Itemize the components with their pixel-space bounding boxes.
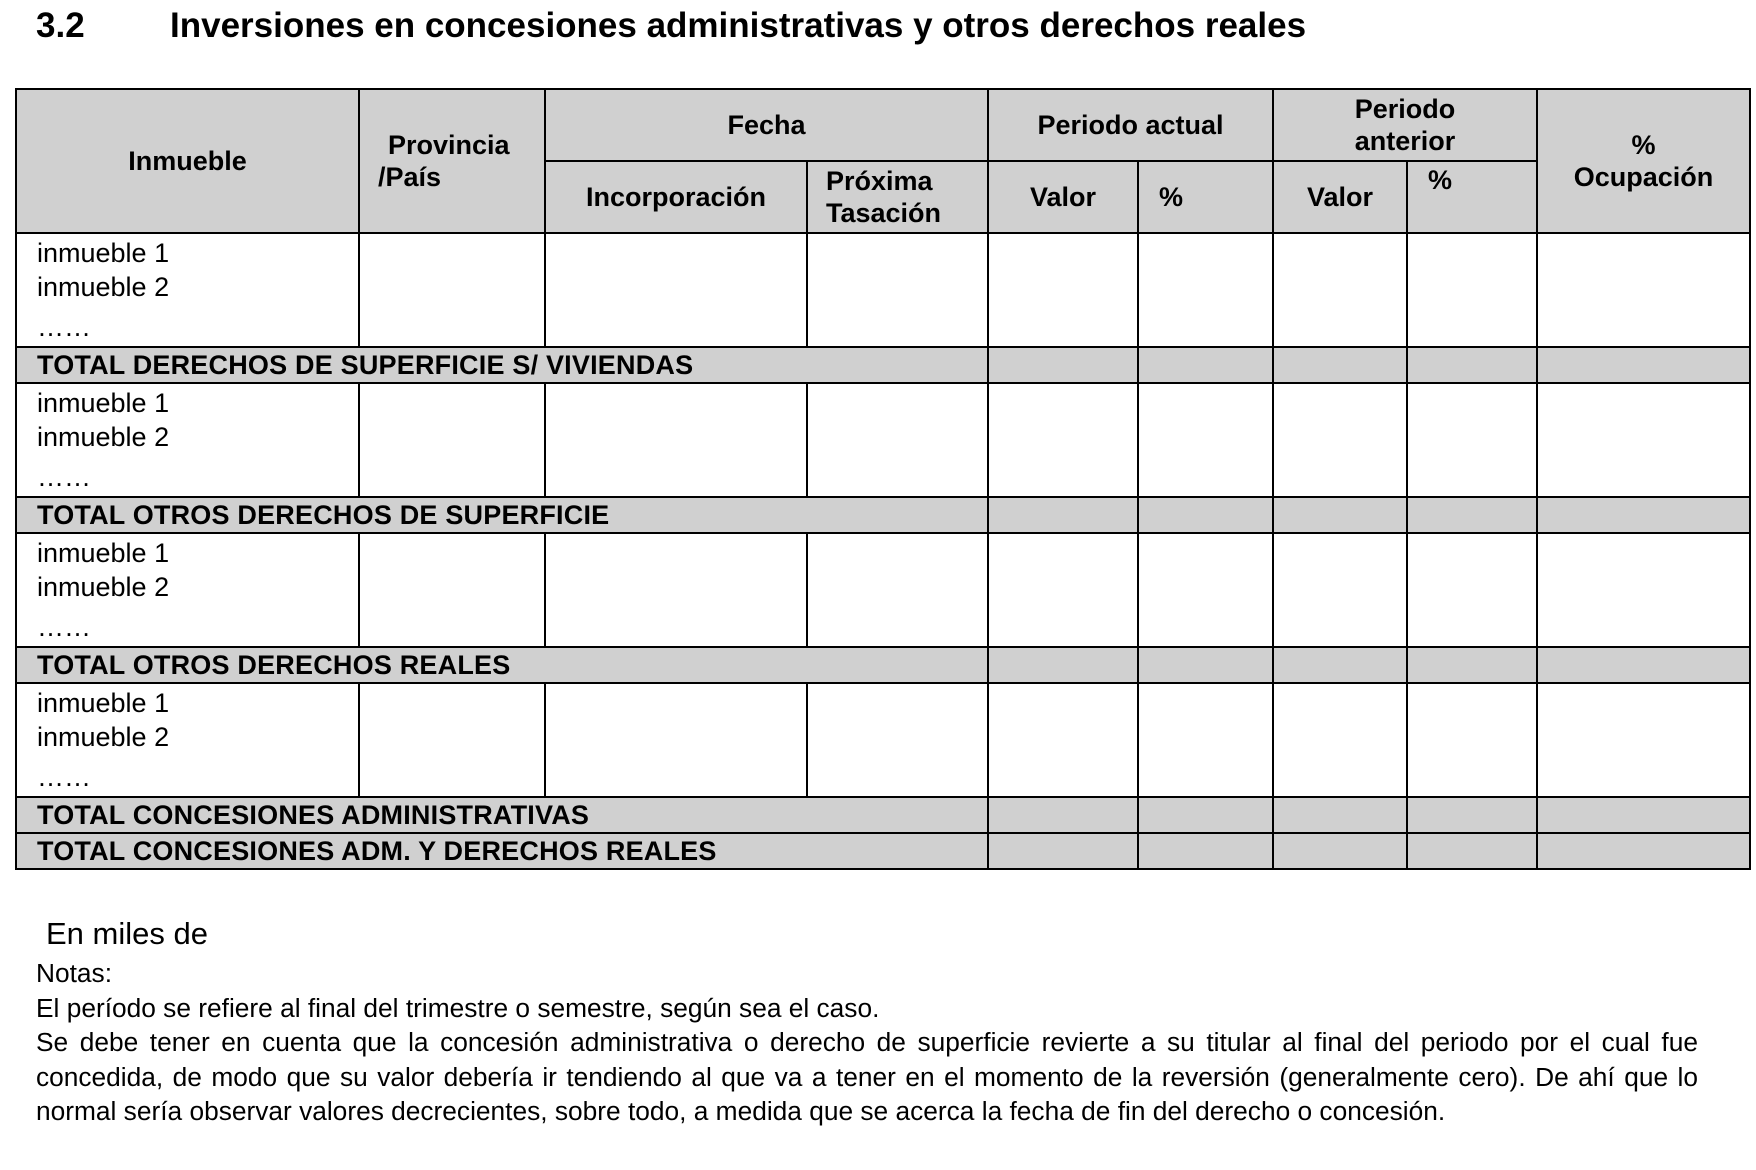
inmueble-list: inmueble 1 inmueble 2 …… <box>16 383 359 497</box>
cell-pct-actual <box>1138 683 1273 797</box>
grand-total-row <box>16 833 1750 869</box>
header-periodo-actual: Periodo actual <box>988 89 1273 161</box>
cell-ocupacion <box>1537 683 1750 797</box>
cell-pct-anterior <box>1407 533 1537 647</box>
unit-note: En miles de <box>46 916 208 951</box>
cell-valor-anterior <box>1273 383 1407 497</box>
cell-pct-actual <box>1138 383 1273 497</box>
cell-incorporacion <box>545 233 807 347</box>
total-row <box>16 347 1750 383</box>
total-label: TOTAL OTROS DERECHOS DE SUPERFICIE <box>16 497 988 533</box>
table-row <box>16 683 1750 797</box>
table-row <box>16 533 1750 647</box>
total-row <box>16 497 1750 533</box>
cell-valor-actual <box>988 683 1138 797</box>
cell-valor-actual <box>988 233 1138 347</box>
cell-provincia <box>359 233 545 347</box>
grand-total-label: TOTAL CONCESIONES ADM. Y DERECHOS REALES <box>16 833 988 869</box>
cell-pct-anterior <box>1407 233 1537 347</box>
cell-proxima <box>807 683 988 797</box>
cell-pct-actual <box>1138 233 1273 347</box>
cell-provincia <box>359 383 545 497</box>
total-row <box>16 797 1750 833</box>
header-fecha: Fecha <box>545 89 988 161</box>
header-valor-actual: Valor <box>988 161 1138 233</box>
cell-valor-actual <box>988 533 1138 647</box>
inmueble-list: inmueble 1 inmueble 2 …… <box>16 233 359 347</box>
header-pct-actual: % <box>1138 161 1273 233</box>
cell-proxima <box>807 533 988 647</box>
total-label: TOTAL OTROS DERECHOS REALES <box>16 647 988 683</box>
header-ocupacion: % Ocupación <box>1537 89 1750 233</box>
cell-incorporacion <box>545 383 807 497</box>
table-row <box>16 233 1750 347</box>
cell-proxima <box>807 383 988 497</box>
section-heading <box>36 6 1306 46</box>
total-label: TOTAL CONCESIONES ADMINISTRATIVAS <box>16 797 988 833</box>
investments-table <box>15 88 1751 870</box>
cell-incorporacion <box>545 683 807 797</box>
note-item: Se debe tener en cuenta que la concesión administrativa o derecho de superficie revierte a su titular al final del periodo por el cual fue concedida, de modo que su valor debería ir tendiendo al que va a tener en el momento de la reversión (generalmente cero). De ahí que lo normal sería observar valores decrecientes, sobre todo, a medida que se acerca la fecha de fin del derecho o concesión. <box>36 1027 1698 1126</box>
section-number: 3.2 <box>36 6 85 45</box>
cell-pct-anterior <box>1407 683 1537 797</box>
notes-block <box>36 956 1698 1129</box>
section-title: Inversiones en concesiones administrativas y otros derechos reales <box>170 6 1307 45</box>
table-row <box>16 383 1750 497</box>
total-label: TOTAL DERECHOS DE SUPERFICIE S/ VIVIENDAS <box>16 347 988 383</box>
inmueble-list: inmueble 1 inmueble 2 …… <box>16 533 359 647</box>
cell-valor-anterior <box>1273 683 1407 797</box>
cell-pct-anterior <box>1407 383 1537 497</box>
cell-valor-actual <box>988 383 1138 497</box>
total-row <box>16 647 1750 683</box>
cell-pct-actual <box>1138 533 1273 647</box>
cell-incorporacion <box>545 533 807 647</box>
inmueble-list: inmueble 1 inmueble 2 …… <box>16 683 359 797</box>
cell-ocupacion <box>1537 383 1750 497</box>
notes-title: Notas: <box>36 958 113 988</box>
cell-valor-anterior <box>1273 233 1407 347</box>
header-periodo-anterior: Periodo anterior <box>1273 89 1537 161</box>
cell-provincia <box>359 533 545 647</box>
header-pct-anterior: % <box>1407 161 1537 233</box>
cell-ocupacion <box>1537 233 1750 347</box>
cell-valor-anterior <box>1273 533 1407 647</box>
header-proxima-tasacion: Próxima Tasación <box>807 161 988 233</box>
cell-ocupacion <box>1537 533 1750 647</box>
header-valor-anterior: Valor <box>1273 161 1407 233</box>
header-incorporacion: Incorporación <box>545 161 807 233</box>
cell-proxima <box>807 233 988 347</box>
cell-provincia <box>359 683 545 797</box>
note-item: El período se refiere al final del trimestre o semestre, según sea el caso. <box>36 992 880 1023</box>
header-provincia: Provincia /País <box>359 89 545 233</box>
header-inmueble: Inmueble <box>16 89 359 233</box>
